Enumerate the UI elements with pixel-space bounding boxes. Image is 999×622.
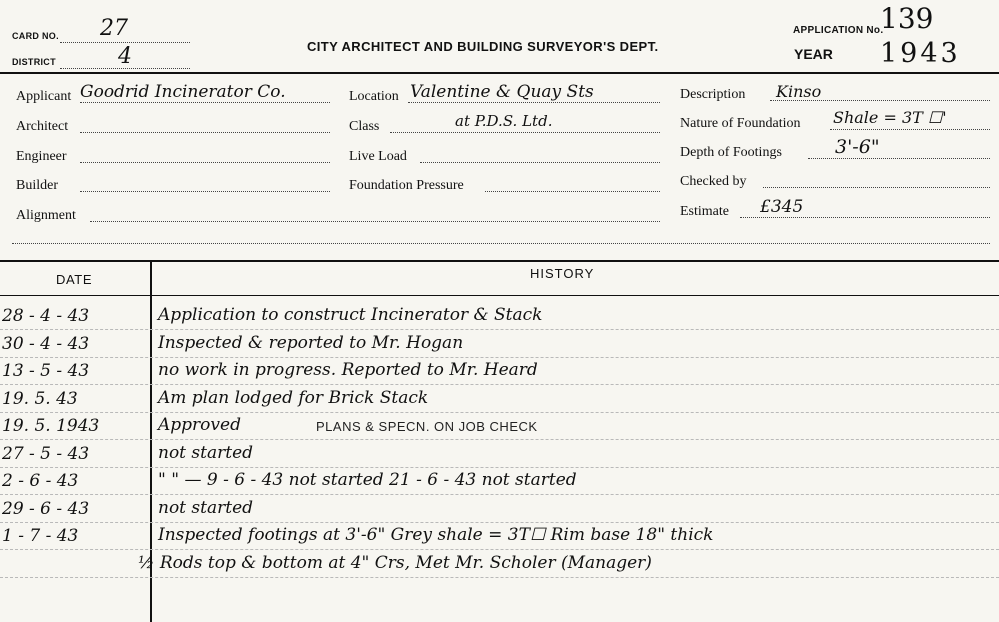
history-text: Approved (158, 415, 241, 435)
history-text: not started (158, 497, 254, 518)
checked-by-label: Checked by (680, 174, 747, 189)
history-row (0, 305, 999, 330)
description-line (770, 100, 990, 101)
header-rule (0, 72, 999, 74)
history-row (0, 553, 999, 578)
location-line (408, 102, 660, 103)
history-date: 19. 5. 1943 (2, 416, 100, 436)
card-no-label: CARD NO. (12, 31, 59, 41)
history-row (0, 415, 999, 440)
location-label: Location (349, 89, 399, 104)
estimate-line (740, 217, 990, 218)
row-line (0, 439, 999, 440)
history-date: 28 - 4 - 43 (2, 306, 90, 326)
card-no-line (60, 42, 190, 43)
card-no-value: 27 (100, 16, 128, 41)
history-text: " " — 9 - 6 - 43 not started 21 - 6 - 43 not started (158, 470, 577, 490)
checked-by-line (763, 187, 990, 188)
alignment-line (90, 221, 660, 222)
extra-line (12, 243, 990, 244)
history-date: 1 - 7 - 43 (2, 526, 79, 546)
engineer-line (80, 162, 330, 163)
history-date: 13 - 5 - 43 (2, 361, 90, 381)
card-title: CITY ARCHITECT AND BUILDING SURVEYOR'S DEPT. (307, 39, 659, 54)
nature-of-foundation-value: Shale = 3T ☐' (833, 108, 947, 127)
row-line (0, 577, 999, 578)
history-date: 29 - 6 - 43 (2, 498, 90, 519)
history-date: 27 - 5 - 43 (2, 443, 90, 464)
builder-label: Builder (16, 178, 58, 193)
stamp-text: PLANS & SPECN. ON JOB CHECK (316, 419, 538, 434)
history-date: 19. 5. 43 (2, 388, 78, 409)
row-line (0, 384, 999, 385)
description-value: Kinso (776, 82, 822, 101)
foundation-pressure-label: Foundation Pressure (349, 178, 464, 193)
history-text: Inspected & reported to Mr. Hogan (158, 332, 464, 353)
applicant-line (80, 102, 330, 103)
history-text: ½ Rods top & bottom at 4" Crs, Met Mr. Scholer (Manager) (138, 552, 652, 573)
history-row (0, 470, 999, 495)
history-row (0, 333, 999, 358)
row-line (0, 549, 999, 550)
row-line (0, 494, 999, 495)
live-load-line (420, 162, 660, 163)
architect-label: Architect (16, 119, 69, 134)
history-row (0, 498, 999, 523)
history-date: 30 - 4 - 43 (2, 333, 90, 354)
district-label: DISTRICT (12, 57, 56, 67)
history-text: not started (158, 442, 254, 463)
history-row (0, 443, 999, 468)
history-row (0, 360, 999, 385)
class-line (390, 132, 660, 133)
engineer-label: Engineer (16, 149, 67, 164)
nature-of-foundation-line (830, 129, 990, 130)
class-label: Class (349, 119, 380, 134)
year-value: 1943 (880, 38, 961, 69)
row-line (0, 467, 999, 468)
history-text: no work in progress. Reported to Mr. Heard (158, 360, 538, 380)
row-line (0, 412, 999, 413)
row-line (0, 329, 999, 330)
application-no-value: 139 (880, 2, 934, 35)
history-date: 2 - 6 - 43 (2, 471, 79, 491)
class-value: at P.D.S. Ltd. (455, 112, 553, 130)
location-value: Valentine & Quay Sts (410, 82, 594, 102)
row-line (0, 522, 999, 523)
depth-of-footings-line (808, 158, 990, 159)
application-no-label: APPLICATION No. (793, 25, 884, 36)
description-label: Description (680, 87, 746, 102)
year-label: YEAR (794, 46, 833, 62)
depth-of-footings-label: Depth of Footings (680, 145, 782, 160)
foundation-pressure-line (485, 191, 660, 192)
history-text: Am plan lodged for Brick Stack (158, 387, 429, 408)
nature-of-foundation-label: Nature of Foundation (680, 116, 801, 131)
depth-of-footings-value: 3'-6" (835, 136, 880, 158)
history-row (0, 388, 999, 413)
live-load-label: Live Load (349, 149, 407, 164)
history-text: Inspected footings at 3'-6" Grey shale = 3T☐ Rim base 18" thick (158, 525, 714, 545)
district-value: 4 (118, 44, 132, 69)
history-text: Application to construct Incinerator & Stack (158, 305, 543, 325)
applicant-label: Applicant (16, 89, 72, 104)
estimate-value: £345 (760, 197, 804, 217)
history-row (0, 525, 999, 550)
architect-line (80, 132, 330, 133)
row-line (0, 357, 999, 358)
applicant-value: Goodrid Incinerator Co. (80, 82, 286, 102)
alignment-label: Alignment (16, 208, 76, 223)
history-header: HISTORY (530, 266, 595, 281)
builder-line (80, 191, 330, 192)
date-header: DATE (56, 272, 93, 287)
estimate-label: Estimate (680, 204, 729, 219)
